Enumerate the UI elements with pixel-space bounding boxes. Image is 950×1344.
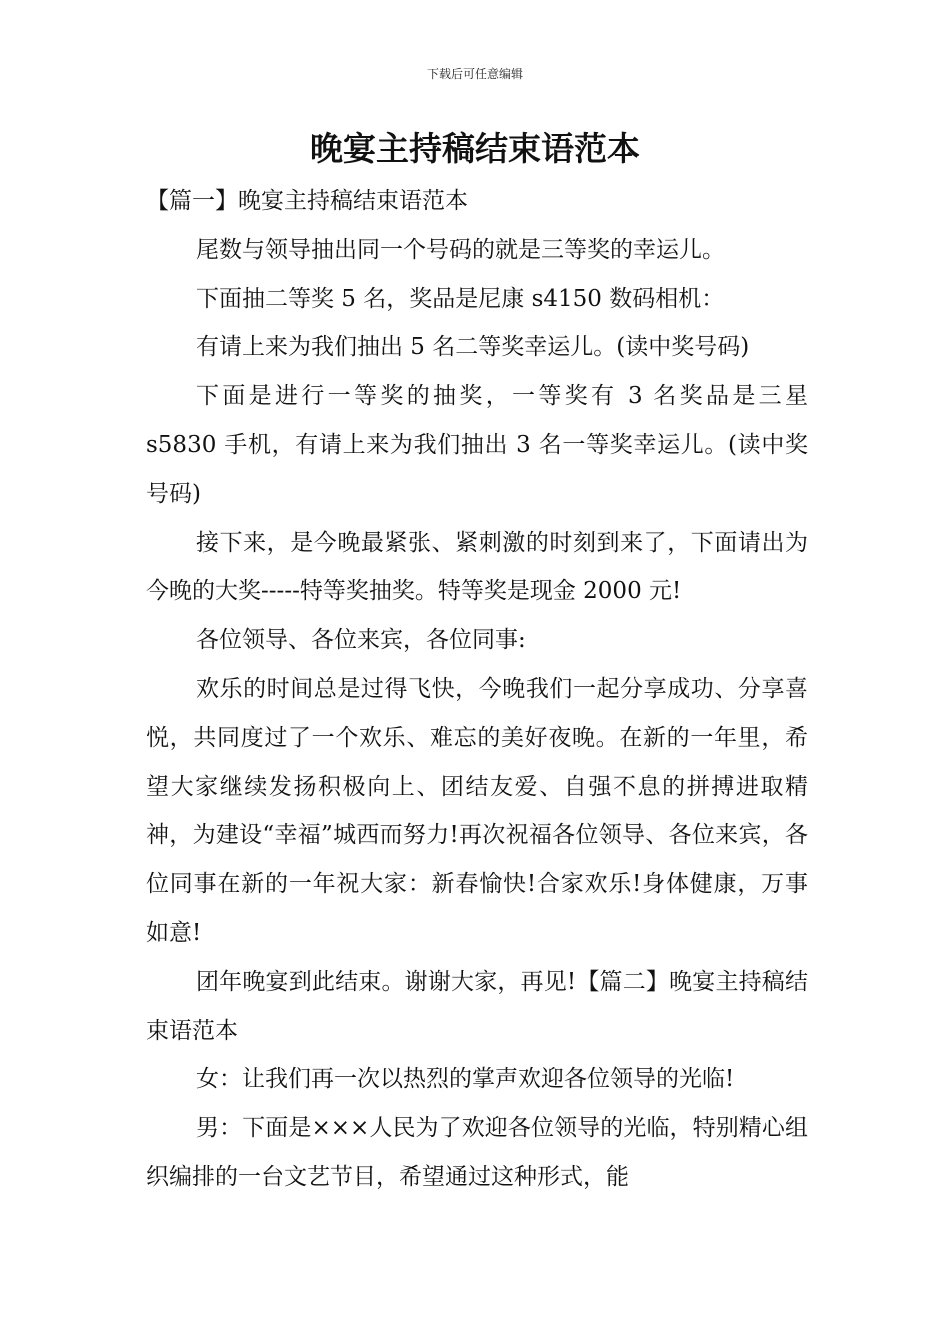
paragraph: 女：让我们再一次以热烈的掌声欢迎各位领导的光临! <box>196 1066 735 1093</box>
paragraph: 下面抽二等奖 5 名，奖品是尼康 s4150 数码相机： <box>196 285 725 312</box>
paragraph: 有请上来为我们抽出 5 名二等奖幸运儿。(读中奖号码) <box>196 334 750 361</box>
header-note: 下载后可任意编辑 <box>426 67 523 81</box>
paragraph: 接下来，是今晚最紧张、紧刺激的时刻到来了，下面请出为今晚的大奖-----特等奖抽奖。特等奖是现金 2000 元! <box>146 529 808 605</box>
paragraph: 男：下面是×××人民为了欢迎各位领导的光临，特别精心组织编排的一台文艺节目，希望通过这种形式，能 <box>146 1115 808 1190</box>
paragraph: 尾数与领导抽出同一个号码的就是三等奖的幸运儿。 <box>196 236 725 263</box>
paragraph: 各位领导、各位来宾，各位同事: <box>196 627 526 654</box>
document-body <box>146 177 808 1202</box>
document-title: 晚宴主持稿结束语范本 <box>310 129 640 168</box>
paragraph: 团年晚宴到此结束。谢谢大家，再见!【篇二】晚宴主持稿结束语范本 <box>146 968 808 1044</box>
paragraph: 下面是进行一等奖的抽奖，一等奖有 3 名奖品是三星 s5830 手机，有请上来为我们抽出 3 名一等奖幸运儿。(读中奖号码) <box>146 383 808 507</box>
paragraph: 欢乐的时间总是过得飞快，今晚我们一起分享成功、分享喜悦，共同度过了一个欢乐、难忘的美好夜晚。在新的一年里，希望大家继续发扬积极向上、团结友爱、自强不息的拼搏进取精神，为建设“幸福”城西而努力!再次祝福各位领导、各位来宾，各位同事在新的一年祝大家：新春愉快!合家欢乐!身体健康，万事如意! <box>146 675 808 946</box>
section-heading: 【篇一】晚宴主持稿结束语范本 <box>146 188 468 214</box>
